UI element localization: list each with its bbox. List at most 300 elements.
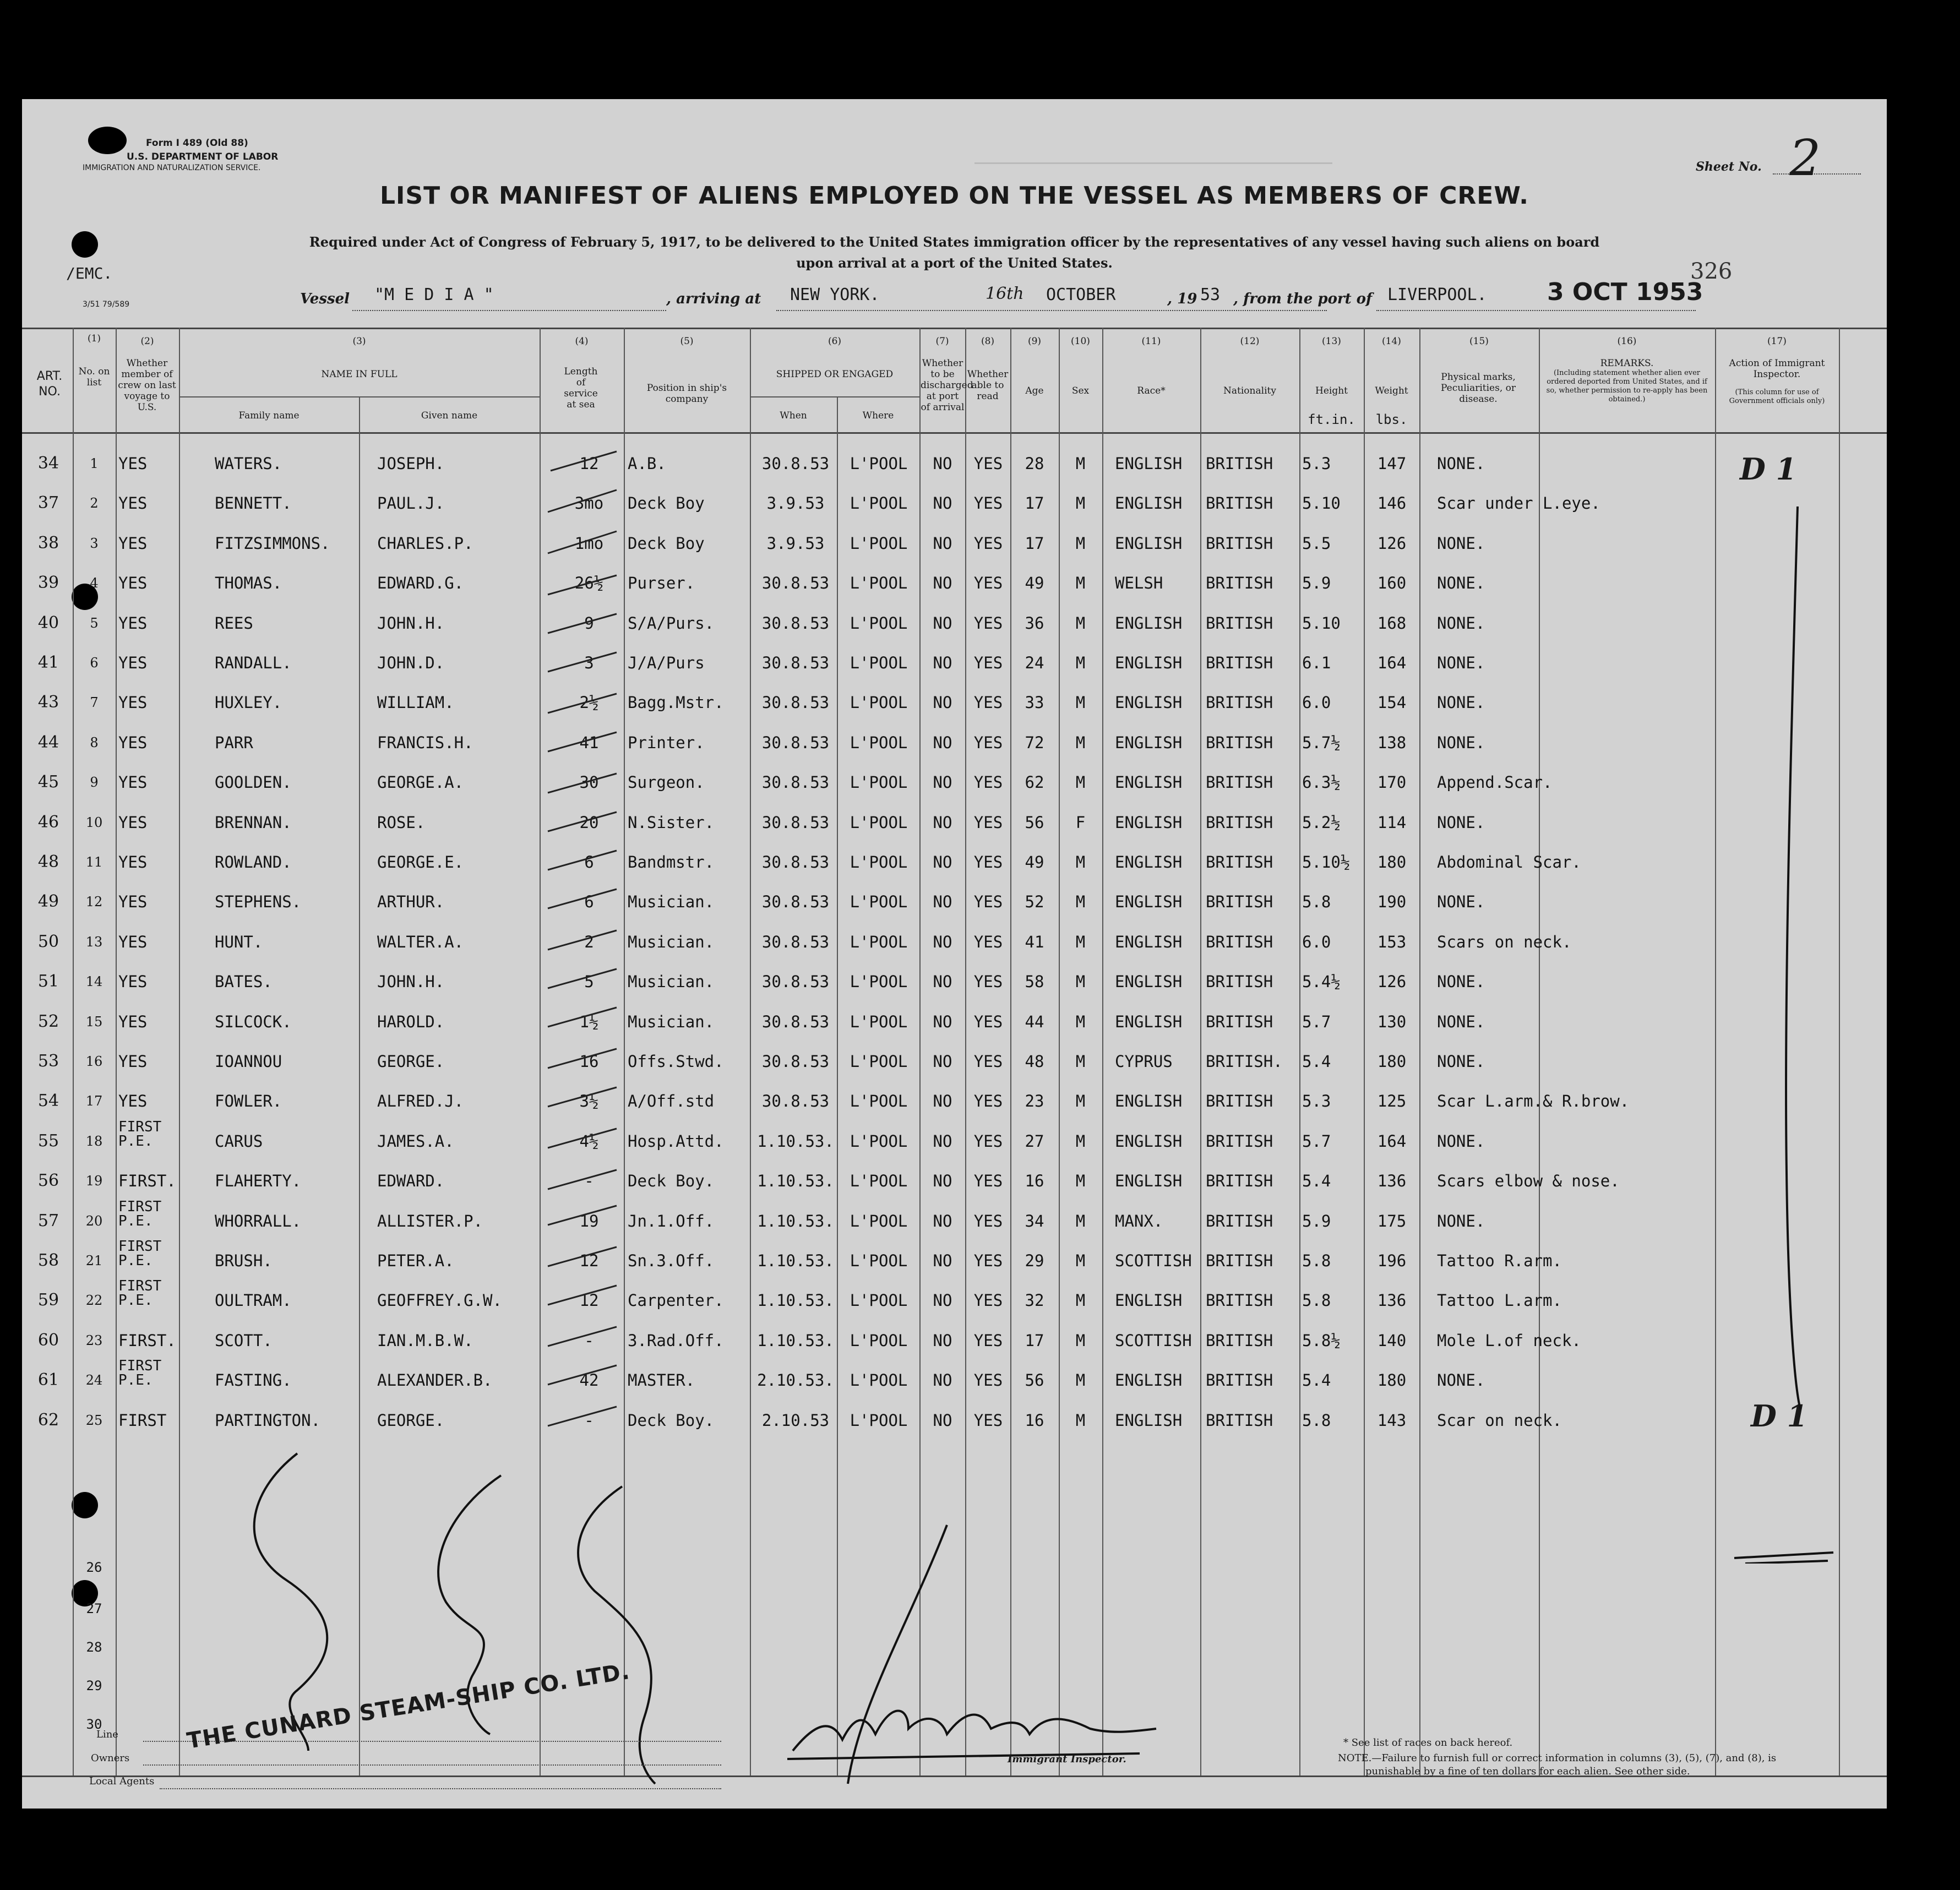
member-status: YES	[118, 533, 148, 553]
header-weight-unit: lbs.	[1375, 412, 1408, 427]
shipped-where: L'POOL	[850, 892, 908, 912]
discharged: NO	[933, 1251, 952, 1270]
weight: 170	[1377, 773, 1407, 792]
subtitle-line-2: upon arrival at a port of the United States.	[796, 255, 1113, 271]
able-to-read: YES	[973, 1131, 1003, 1151]
position: Carpenter.	[628, 1291, 724, 1310]
physical-marks: Abdominal Scar.	[1437, 853, 1581, 872]
race: ENGLISH	[1115, 932, 1183, 951]
physical-marks: NONE.	[1437, 653, 1485, 672]
family-name: IOANNOU	[215, 1052, 282, 1071]
family-name: REES	[215, 613, 253, 633]
position: Surgeon.	[628, 773, 705, 792]
sex: M	[1075, 613, 1086, 633]
age: 33	[1025, 693, 1044, 712]
shipped-where: L'POOL	[850, 773, 908, 792]
art-number: 34	[37, 454, 59, 473]
shipped-when: 30.8.53	[761, 813, 830, 832]
height: 5.3	[1302, 1092, 1331, 1111]
art-number: 52	[37, 1011, 59, 1031]
able-to-read: YES	[973, 1251, 1003, 1270]
note-line-1: NOTE.—Failure to furnish full or correct information in columns (3), (5), (7), and (8), is	[1338, 1752, 1777, 1764]
length-of-service: 16	[579, 1052, 599, 1071]
physical-marks: NONE.	[1437, 693, 1485, 712]
subheader-rule	[179, 396, 540, 397]
position: Sn.3.Off.	[628, 1251, 715, 1270]
height: 6.1	[1302, 653, 1331, 672]
height: 5.8	[1302, 1410, 1331, 1430]
given-name: ALEXANDER.B.	[377, 1371, 493, 1390]
age: 49	[1025, 853, 1044, 872]
col-divider	[1200, 328, 1201, 1775]
header-age: Age	[1025, 385, 1044, 396]
discharged: NO	[933, 1012, 952, 1031]
member-status: YES	[118, 653, 148, 672]
able-to-read: YES	[973, 653, 1003, 672]
member-status: FIRST P.E.	[118, 1198, 162, 1229]
weight: 190	[1377, 892, 1407, 912]
physical-marks: NONE.	[1437, 733, 1485, 752]
shipped-where: L'POOL	[850, 1012, 908, 1031]
art-number: 39	[37, 573, 59, 593]
sex: M	[1075, 1012, 1086, 1031]
height: 6.0	[1302, 693, 1331, 712]
faint-stamp	[974, 162, 1332, 177]
age: 49	[1025, 574, 1044, 593]
sex: M	[1075, 574, 1086, 593]
art-number: 60	[37, 1330, 59, 1350]
shipped-when: 30.8.53	[761, 454, 830, 473]
shipped-when: 1.10.53.	[757, 1331, 834, 1350]
length-of-service: 2½	[579, 693, 599, 712]
col-divider	[73, 328, 74, 1775]
height: 5.10	[1302, 613, 1341, 633]
discharged: NO	[933, 1131, 952, 1151]
family-name: ROWLAND.	[215, 853, 292, 872]
shipped-when: 30.8.53	[761, 853, 830, 872]
list-number: 24	[85, 1372, 103, 1388]
race: ENGLISH	[1115, 533, 1183, 553]
header-member: Whether member of crew on last voyage to U.S.	[118, 358, 176, 413]
weight: 164	[1377, 653, 1407, 672]
vessel-label: Vessel	[300, 291, 350, 307]
header-family-name: Family name	[238, 410, 300, 421]
header-bottom-rule	[22, 432, 1887, 434]
nationality: BRITISH	[1206, 533, 1273, 553]
discharged: NO	[933, 1410, 952, 1430]
art-number: 62	[37, 1410, 59, 1430]
given-name: EDWARD.G.	[377, 574, 464, 593]
sex: M	[1075, 1291, 1086, 1310]
shipped-where: L'POOL	[850, 1211, 908, 1230]
art-number: 56	[37, 1171, 59, 1191]
weight: 136	[1377, 1291, 1407, 1310]
header-no-on-list: No. on list	[78, 366, 110, 388]
member-status: YES	[118, 1052, 148, 1071]
age: 48	[1025, 1052, 1044, 1071]
family-name: FITZSIMMONS.	[215, 533, 330, 553]
position: Musician.	[628, 932, 715, 951]
family-name: HUNT.	[215, 932, 263, 951]
sex: M	[1075, 1211, 1086, 1230]
shipped-when: 30.8.53	[761, 693, 830, 712]
sex: M	[1075, 1172, 1086, 1191]
arrival-month: OCTOBER	[1046, 285, 1116, 304]
member-status: YES	[118, 613, 148, 633]
inspector-mark-last: D 1	[1751, 1398, 1808, 1434]
able-to-read: YES	[973, 574, 1003, 593]
header-height-unit: ft.in.	[1308, 412, 1355, 427]
given-name: ROSE.	[377, 813, 426, 832]
nationality: BRITISH	[1206, 1331, 1273, 1350]
shipped-where: L'POOL	[850, 574, 908, 593]
arrival-day: 16th	[986, 284, 1024, 303]
weight: 136	[1377, 1172, 1407, 1191]
header-name-in-full: NAME IN FULL	[321, 369, 398, 380]
empty-row-number: 28	[86, 1640, 102, 1655]
age: 34	[1025, 1211, 1044, 1230]
physical-marks: NONE.	[1437, 454, 1485, 473]
form-id: Form I 489 (Old 88)	[146, 138, 248, 149]
list-number: 8	[90, 734, 99, 750]
art-number: 40	[37, 613, 59, 633]
shipped-where: L'POOL	[850, 1251, 908, 1270]
discharged: NO	[933, 574, 952, 593]
sheet-label: Sheet No.	[1696, 160, 1762, 174]
given-name: ALFRED.J.	[377, 1092, 464, 1111]
vessel-name: "M E D I A "	[374, 285, 494, 304]
discharged: NO	[933, 1052, 952, 1071]
length-of-service: 3mo	[574, 494, 604, 513]
age: 36	[1025, 613, 1044, 633]
list-number: 20	[85, 1213, 103, 1229]
shipped-when: 2.10.53.	[757, 1371, 834, 1390]
position: Printer.	[628, 733, 705, 752]
race: ENGLISH	[1115, 1092, 1183, 1111]
race: ENGLISH	[1115, 1410, 1183, 1430]
shipped-where: L'POOL	[850, 1371, 908, 1390]
shipped-where: L'POOL	[850, 494, 908, 513]
position: A.B.	[628, 454, 666, 473]
shipped-when: 30.8.53	[761, 972, 830, 992]
height: 6.0	[1302, 932, 1331, 951]
member-status: FIRST P.E.	[118, 1358, 162, 1389]
family-name: OULTRAM.	[215, 1291, 292, 1310]
weight: 180	[1377, 853, 1407, 872]
able-to-read: YES	[973, 972, 1003, 992]
col-num: (7)	[935, 336, 949, 347]
year-prefix: , 19	[1167, 291, 1197, 307]
member-status: YES	[118, 853, 148, 872]
age: 24	[1025, 653, 1044, 672]
race: ENGLISH	[1115, 693, 1183, 712]
height: 5.4	[1302, 1052, 1331, 1071]
race: ENGLISH	[1115, 733, 1183, 752]
nationality: BRITISH	[1206, 1131, 1273, 1151]
weight: 147	[1377, 454, 1407, 473]
able-to-read: YES	[973, 454, 1003, 473]
race: ENGLISH	[1115, 1371, 1183, 1390]
shipped-where: L'POOL	[850, 454, 908, 473]
sheet-number: 2	[1789, 129, 1821, 187]
length-of-service: 19	[579, 1211, 599, 1230]
weight: 126	[1377, 972, 1407, 992]
discharged: NO	[933, 1172, 952, 1191]
height: 5.5	[1302, 533, 1331, 553]
discharged: NO	[933, 613, 952, 633]
given-name: HAROLD.	[377, 1012, 445, 1031]
shipped-when: 30.8.53	[761, 932, 830, 951]
shipped-where: L'POOL	[850, 813, 908, 832]
length-of-service: 3	[584, 653, 594, 672]
able-to-read: YES	[973, 1092, 1003, 1111]
length-of-service: 42	[579, 1371, 599, 1390]
able-to-read: YES	[973, 932, 1003, 951]
able-to-read: YES	[973, 693, 1003, 712]
sex: M	[1075, 1092, 1086, 1111]
position: Deck Boy.	[628, 1410, 715, 1430]
able-to-read: YES	[973, 494, 1003, 513]
nationality: BRITISH	[1206, 1092, 1273, 1111]
race: CYPRUS	[1115, 1052, 1173, 1071]
art-number: 48	[37, 852, 59, 872]
family-name: BRENNAN.	[215, 813, 292, 832]
discharged: NO	[933, 494, 952, 513]
position: Musician.	[628, 1012, 715, 1031]
art-number: 55	[37, 1131, 59, 1151]
agents-underline	[160, 1788, 721, 1789]
physical-marks: Scar under L.eye.	[1437, 494, 1600, 513]
length-of-service: -	[584, 1331, 594, 1350]
family-name: BATES.	[215, 972, 273, 992]
discharged: NO	[933, 1092, 952, 1111]
header-given-name: Given name	[421, 410, 478, 421]
height: 5.4	[1302, 1172, 1331, 1191]
family-name: WHORRALL.	[215, 1211, 302, 1230]
age: 41	[1025, 932, 1044, 951]
length-of-service: 1mo	[574, 533, 604, 553]
subtitle-line-1: Required under Act of Congress of February 5, 1917, to be delivered to the United States immigration officer by the representatives of any vessel having such aliens on board	[309, 234, 1600, 250]
race: ENGLISH	[1115, 613, 1183, 633]
family-name: STEPHENS.	[215, 892, 302, 912]
list-number: 2	[90, 495, 99, 511]
member-status: YES	[118, 773, 148, 792]
note-line-2: punishable by a fine of ten dollars for each alien. See other side.	[1365, 1766, 1690, 1777]
height: 5.7	[1302, 1012, 1331, 1031]
sex: M	[1075, 733, 1086, 752]
shipped-where: L'POOL	[850, 1131, 908, 1151]
nationality: BRITISH	[1206, 1251, 1273, 1270]
nationality: BRITISH	[1206, 1371, 1273, 1390]
age: 52	[1025, 892, 1044, 912]
shipped-where: L'POOL	[850, 972, 908, 992]
shipped-where: L'POOL	[850, 1052, 908, 1071]
col-num: (5)	[680, 336, 694, 347]
physical-marks: Scar L.arm.& R.brow.	[1437, 1092, 1630, 1111]
race: ENGLISH	[1115, 972, 1183, 992]
col-num: (4)	[575, 336, 589, 347]
sex: M	[1075, 494, 1086, 513]
header-sex: Sex	[1071, 385, 1090, 396]
height: 5.8½	[1302, 1331, 1341, 1350]
age: 56	[1025, 813, 1044, 832]
family-name: WATERS.	[215, 454, 282, 473]
physical-marks: NONE.	[1437, 1211, 1485, 1230]
nationality: BRITISH	[1206, 813, 1273, 832]
physical-marks: NONE.	[1437, 1012, 1485, 1031]
empty-row-number: 30	[86, 1717, 102, 1732]
height: 5.8	[1302, 1291, 1331, 1310]
header-height: Height	[1315, 385, 1348, 396]
shipped-where: L'POOL	[850, 693, 908, 712]
list-number: 7	[90, 695, 99, 711]
member-status: YES	[118, 574, 148, 593]
sex: M	[1075, 533, 1086, 553]
physical-marks: NONE.	[1437, 1131, 1485, 1151]
able-to-read: YES	[973, 853, 1003, 872]
family-name: FOWLER.	[215, 1092, 282, 1111]
length-of-service: -	[584, 1410, 594, 1430]
nationality: BRITISH	[1206, 574, 1273, 593]
length-of-service: 2	[584, 932, 594, 951]
given-name: JAMES.A.	[377, 1131, 454, 1151]
nationality: BRITISH	[1206, 1012, 1273, 1031]
sex: M	[1075, 1052, 1086, 1071]
position: 3.Rad.Off.	[628, 1331, 724, 1350]
physical-marks: Mole L.of neck.	[1437, 1331, 1581, 1350]
sex: M	[1075, 1410, 1086, 1430]
sex: M	[1075, 1371, 1086, 1390]
service: IMMIGRATION AND NATURALIZATION SERVICE.	[83, 164, 261, 172]
physical-marks: NONE.	[1437, 813, 1485, 832]
nationality: BRITISH	[1206, 613, 1273, 633]
position: Deck Boy	[628, 533, 705, 553]
shipped-where: L'POOL	[850, 1410, 908, 1430]
nationality: BRITISH	[1206, 853, 1273, 872]
able-to-read: YES	[973, 1172, 1003, 1191]
header-read: Whether able to read	[967, 369, 1009, 402]
length-of-service: 12	[579, 454, 599, 473]
sex: M	[1075, 1251, 1086, 1270]
art-number: 43	[37, 693, 59, 712]
position: A/Off.std	[628, 1092, 715, 1111]
shipped-when: 3.9.53	[766, 533, 825, 553]
age: 58	[1025, 972, 1044, 992]
age: 28	[1025, 454, 1044, 473]
header-remarks-sub: (Including statement whether alien ever ordered deported from United States, and if so, whether permission to re-apply has been obtained.)	[1546, 369, 1708, 404]
nationality: BRITISH	[1206, 773, 1273, 792]
subheader-rule	[750, 396, 919, 397]
sex: M	[1075, 773, 1086, 792]
list-number: 4	[90, 575, 99, 591]
list-number: 11	[85, 854, 103, 870]
able-to-read: YES	[973, 813, 1003, 832]
given-name: JOSEPH.	[377, 454, 445, 473]
list-number: 10	[85, 814, 103, 830]
owners-label: Owners	[91, 1752, 130, 1764]
given-name: ARTHUR.	[377, 892, 445, 912]
arriving-label: , arriving at	[666, 291, 761, 307]
able-to-read: YES	[973, 1291, 1003, 1310]
nationality: BRITISH	[1206, 494, 1273, 513]
shipped-where: L'POOL	[850, 932, 908, 951]
race: ENGLISH	[1115, 773, 1183, 792]
weight: 140	[1377, 1331, 1407, 1350]
family-name: HUXLEY.	[215, 693, 282, 712]
list-number: 18	[85, 1133, 103, 1149]
physical-marks: NONE.	[1437, 613, 1485, 633]
physical-marks: NONE.	[1437, 972, 1485, 992]
sex: M	[1075, 1331, 1086, 1350]
sex: M	[1075, 693, 1086, 712]
race: ENGLISH	[1115, 1172, 1183, 1191]
family-name: CARUS	[215, 1131, 263, 1151]
race: SCOTTISH	[1115, 1251, 1192, 1270]
given-name: GEORGE.E.	[377, 853, 464, 872]
race: ENGLISH	[1115, 454, 1183, 473]
nationality: BRITISH	[1206, 892, 1273, 912]
physical-marks: Scars elbow & nose.	[1437, 1172, 1620, 1191]
nationality: BRITISH	[1206, 1211, 1273, 1230]
length-of-service: 3½	[579, 1092, 599, 1111]
header-discharged: Whether to be discharged at port of arrival	[921, 358, 973, 413]
weight: 126	[1377, 533, 1407, 553]
arrival-port: NEW YORK.	[790, 285, 880, 304]
shipped-where: L'POOL	[850, 1331, 908, 1350]
height: 5.8	[1302, 1251, 1331, 1270]
age: 16	[1025, 1410, 1044, 1430]
age: 62	[1025, 773, 1044, 792]
age: 27	[1025, 1131, 1044, 1151]
able-to-read: YES	[973, 1211, 1003, 1230]
art-number: 61	[37, 1370, 59, 1390]
list-number: 1	[90, 456, 99, 471]
length-of-service: -	[584, 1172, 594, 1191]
height: 5.3	[1302, 454, 1331, 473]
shipped-where: L'POOL	[850, 613, 908, 633]
position: MASTER.	[628, 1371, 695, 1390]
height: 5.7½	[1302, 733, 1341, 752]
position: Jn.1.Off.	[628, 1211, 715, 1230]
nationality: BRITISH.	[1206, 1052, 1283, 1071]
position: S/A/Purs.	[628, 613, 715, 633]
list-number: 9	[90, 775, 99, 791]
discharged: NO	[933, 972, 952, 992]
col-num: (13)	[1322, 336, 1341, 347]
race: ENGLISH	[1115, 1012, 1183, 1031]
shipped-when: 1.10.53.	[757, 1251, 834, 1270]
header-when: When	[780, 410, 807, 421]
length-of-service: 9	[584, 613, 594, 633]
nationality: BRITISH	[1206, 693, 1273, 712]
given-name: GEORGE.	[377, 1052, 445, 1071]
height: 6.3½	[1302, 773, 1341, 792]
member-status: FIRST.	[118, 1172, 176, 1191]
family-name: SILCOCK.	[215, 1012, 292, 1031]
header-shipped: SHIPPED OR ENGAGED	[776, 369, 894, 380]
art-number: 54	[37, 1091, 59, 1111]
given-name: IAN.M.B.W.	[377, 1331, 473, 1350]
empty-row-number: 29	[86, 1678, 102, 1693]
physical-marks: Tattoo L.arm.	[1437, 1291, 1562, 1310]
physical-marks: Tattoo R.arm.	[1437, 1251, 1562, 1270]
height: 5.7	[1302, 1131, 1331, 1151]
length-of-service: 41	[579, 733, 599, 752]
weight: 125	[1377, 1092, 1407, 1111]
sex: M	[1075, 1131, 1086, 1151]
list-number: 6	[90, 655, 99, 671]
physical-marks: Scars on neck.	[1437, 932, 1572, 951]
